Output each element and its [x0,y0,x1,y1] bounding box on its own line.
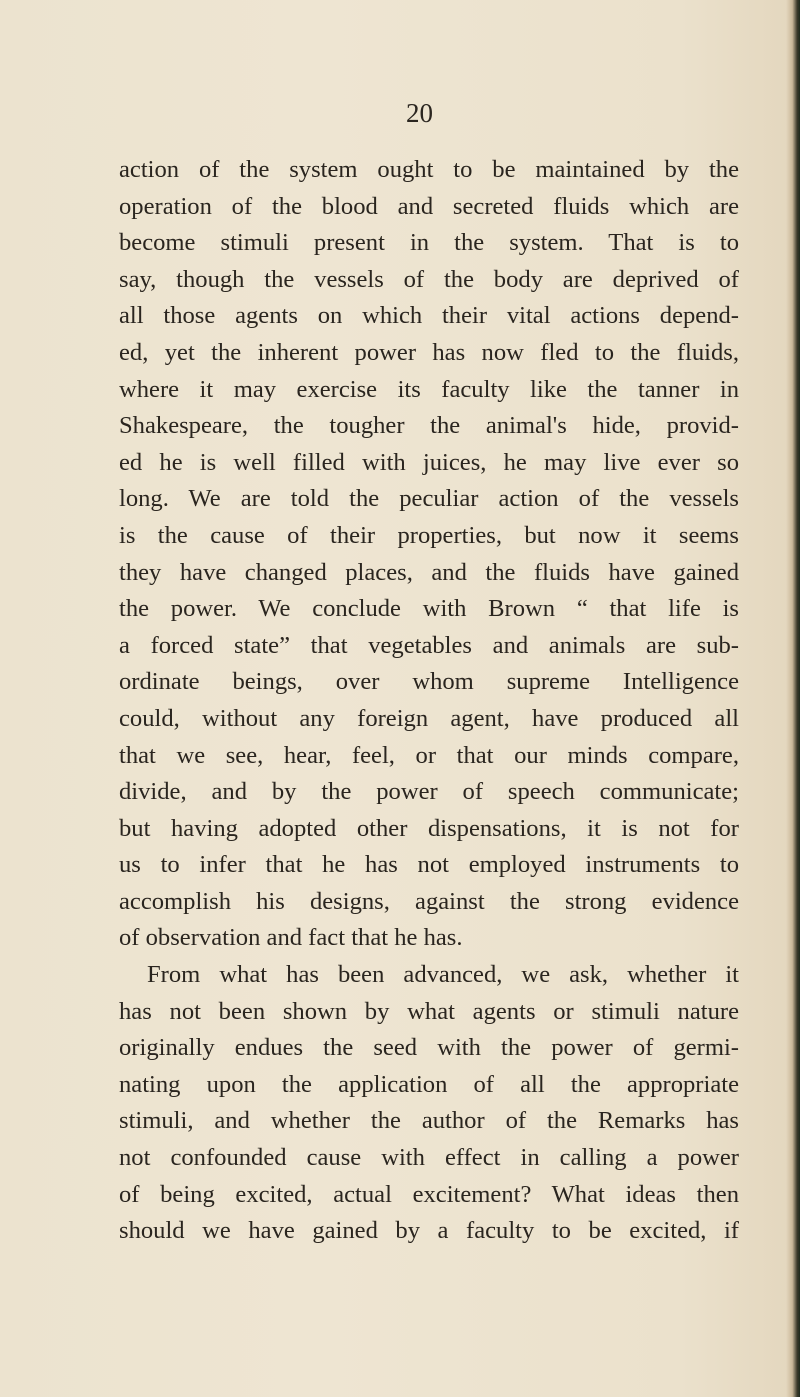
text-line: accomplish his designs, against the strong evidence [119,887,739,915]
text-line: where it may exercise its faculty like the tanner in [119,375,739,403]
text-line: From what has been advanced, we ask, whether it [147,961,739,989]
text-line: operation of the blood and secreted fluids which are [119,192,739,220]
text-line: divide, and by the power of speech communicate; [119,778,739,806]
text-line: us to infer that he has not employed instruments to [119,851,739,879]
text-line: say, though the vessels of the body are deprived of [119,265,739,293]
text-line: become stimuli present in the system. That is to [119,229,739,257]
text-line: ed, yet the inherent power has now fled to the fluids, [119,338,739,366]
text-line: of observation and fact that he has. [119,924,463,952]
text-line: originally endues the seed with the power of germi- [119,1034,739,1062]
text-line: stimuli, and whether the author of the Remarks has [119,1107,739,1135]
text-line: ed he is well filled with juices, he may live ever so [119,448,739,476]
text-line: a forced state” that vegetables and animals are sub- [119,631,739,659]
text-line: action of the system ought to be maintained by the [119,156,739,183]
text-line: could, without any foreign agent, have produced all [119,704,739,732]
text-line: that we see, hear, feel, or that our minds compare, [119,741,739,769]
text-line: ordinate beings, over whom supreme Intelligence [119,668,739,696]
text-line: long. We are told the peculiar action of the vessels [119,485,739,513]
body-text [119,152,739,1250]
text-line: not confounded cause with effect in calling a power [119,1144,739,1172]
text-line: all those agents on which their vital actions depend- [119,302,739,330]
text-line: nating upon the application of all the appropriate [119,1070,739,1098]
page-number: 20 [406,98,433,128]
text-line: they have changed places, and the fluids have gained [119,558,739,586]
text-line: should we have gained by a faculty to be excited, if [119,1217,739,1245]
text-line: of being excited, actual excitement? What ideas then [119,1180,739,1208]
text-line: Shakespeare, the tougher the animal's hide, provid- [119,412,739,440]
page-edge-shadow [786,0,800,1397]
text-line: is the cause of their properties, but now it seems [119,521,739,549]
text-line: the power. We conclude with Brown “ that life is [119,595,739,623]
text-line: but having adopted other dispensations, it is not for [119,814,739,842]
text-line: has not been shown by what agents or stimuli nature [119,997,739,1025]
